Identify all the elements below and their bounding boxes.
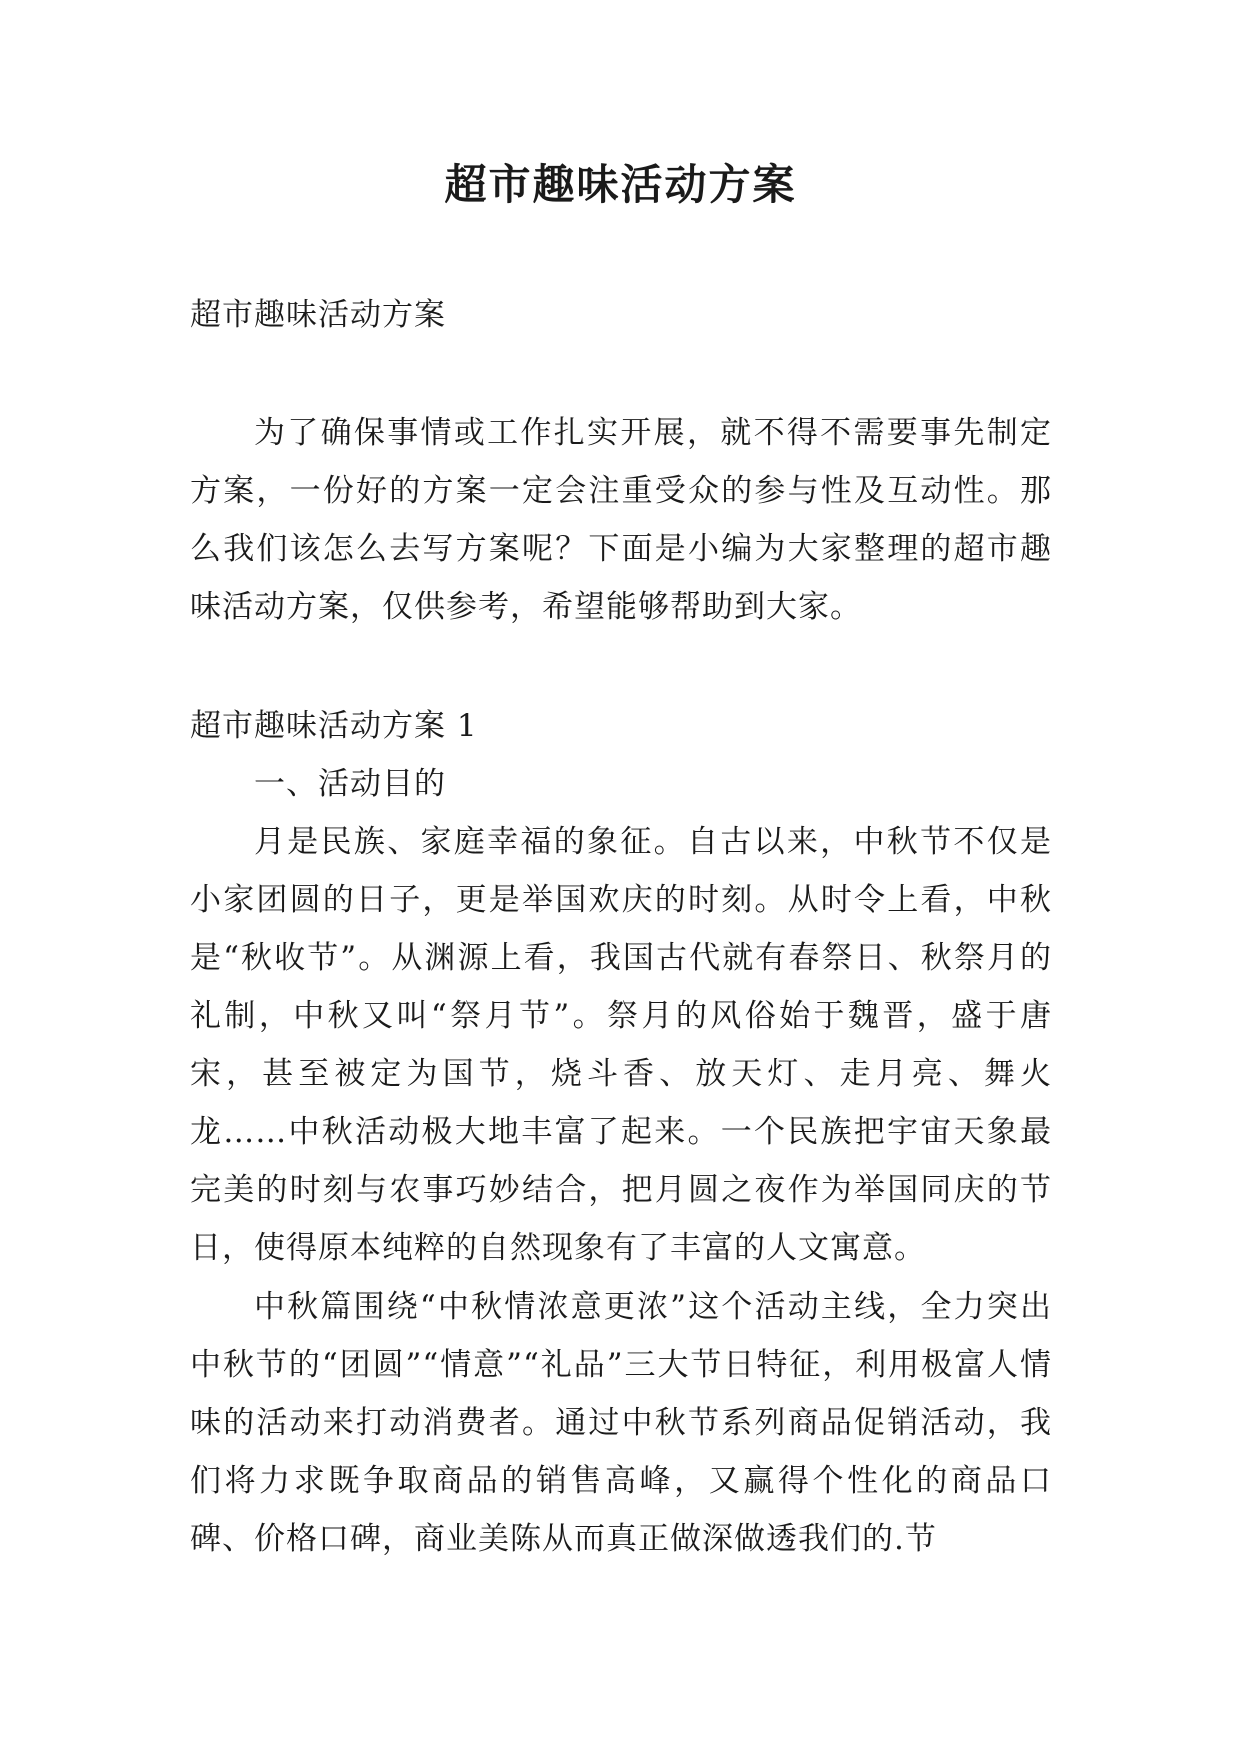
body-paragraph-1: 月是民族、家庭幸福的象征。自古以来，中秋节不仅是小家团圆的日子，更是举国欢庆的时刻。从时令上看，中秋是“秋收节”。从渊源上看，我国古代就有春祭日、秋祭月的礼制，中秋又叫“祭月节”。祭月的风俗始于魏晋，盛于唐宋，甚至被定为国节，烧斗香、放天灯、走月亮、舞火龙……中秋活动极大地丰富了起来。一个民族把宇宙天象最完美的时刻与农事巧妙结合，把月圆之夜作为举国同庆的节日，使得原本纯粹的自然现象有了丰富的人文寓意。: [190, 824, 1052, 1266]
document-title: 超市趣味活动方案: [444, 160, 797, 209]
section-heading: 一、活动目的: [254, 766, 446, 802]
section-title: 超市趣味活动方案 1: [190, 708, 478, 744]
intro-paragraph: 为了确保事情或工作扎实开展，就不得不需要事先制定方案，一份好的方案一定会注重受众的参与性及互动性。那么我们该怎么去写方案呢？下面是小编为大家整理的超市趣味活动方案，仅供参考，希望能够帮助到大家。: [190, 415, 1052, 625]
body-paragraph-2: 中秋篇围绕“中秋情浓意更浓”这个活动主线，全力突出中秋节的“团圆”“情意”“礼品”三大节日特征，利用极富人情味的活动来打动消费者。通过中秋节系列商品促销活动，我们将力求既争取商品的销售高峰，又赢得个性化的商品口碑、价格口碑，商业美陈从而真正做深做透我们的.节: [190, 1289, 1052, 1557]
document-subtitle: 超市趣味活动方案: [190, 297, 446, 333]
